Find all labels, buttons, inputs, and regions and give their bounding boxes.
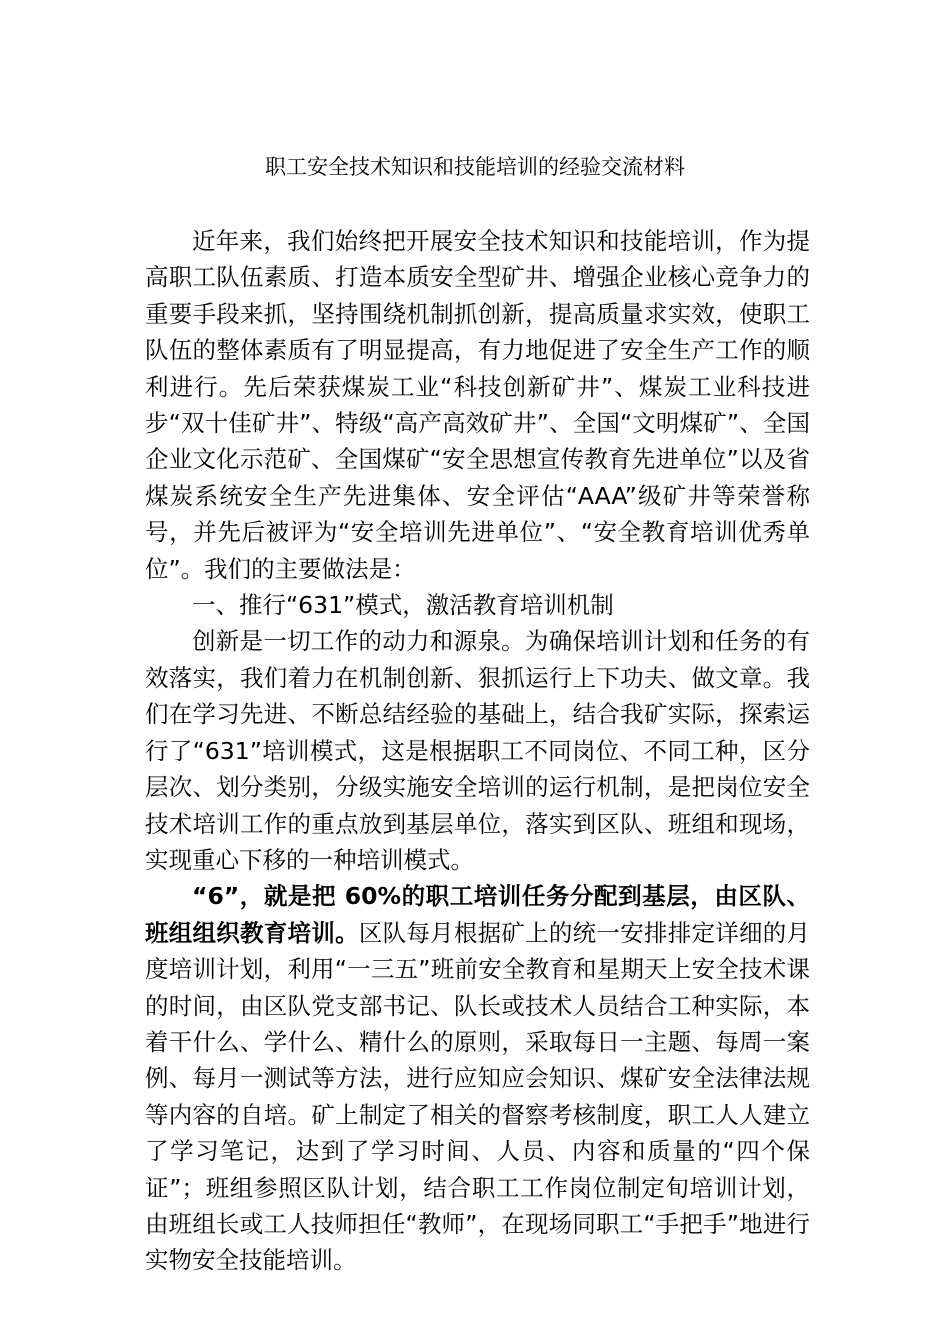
paragraph-six-lead: “6”，就是把 60%的职工培训任务分配到基层，由区队、班组组织教育培训。 xyxy=(145,882,810,947)
paragraph-innovation: 创新是一切工作的动力和源泉。为确保培训计划和任务的有效落实，我们着力在机制创新、狠抓运行上下功夫、做文章。我们在学习先进、不断总结经验的基础上，结合我矿实际，探索运行了“631”培训模式，这是根据职工不同岗位、不同工种，区分层次、划分类别，分级实施安全培训的运行机制，是把岗位安全技术培训工作的重点放到基层单位，落实到区队、班组和现场，实现重心下移的一种培训模式。 xyxy=(145,627,810,874)
paragraph-six xyxy=(145,878,810,1278)
document-title: 职工安全技术知识和技能培训的经验交流材料 xyxy=(265,155,685,179)
paragraph-intro: 近年来，我们始终把开展安全技术知识和技能培训，作为提高职工队伍素质、打造本质安全型矿井、增强企业核心竞争力的重要手段来抓，坚持围绕机制抓创新，提高质量求实效，使职工队伍的整体素质有了明显提高，有力地促进了安全生产工作的顺利进行。先后荣获煤炭工业“科技创新矿井”、煤炭工业科技进步“双十佳矿井”、特级“高产高效矿井”、全国“文明煤矿”、全国企业文化示范矿、全国煤矿“安全思想宣传教育先进单位”以及省煤炭系统安全生产先进集体、安全评估“AAA”级矿井等荣誉称号，并先后被评为“安全培训先进单位”、“安全教育培训优秀单位”。我们的主要做法是： xyxy=(145,227,810,583)
document-body xyxy=(145,223,810,1279)
paragraph-six-text: 区队每月根据矿上的统一安排排定详细的月度培训计划，利用“一三五”班前安全教育和星期天上安全技术课的时间，由区队党支部书记、队长或技术人员结合工种实际，本着干什么、学什么、精什么的原则，采取每日一主题、每周一案例、每月一测试等方法，进行应知应会知识、煤矿安全法律法规等内容的自培。矿上制定了相关的督察考核制度，职工人人建立了学习笔记，达到了学习时间、人员、内容和质量的“四个保证”；班组参照区队计划，结合职工工作岗位制定旬培训计划，由班组长或工人技师担任“教师”，在现场同职工“手把手”地进行实物安全技能培训。 xyxy=(145,918,811,1275)
section-heading-1: 一、推行“631”模式，激活教育培训机制 xyxy=(192,591,614,620)
